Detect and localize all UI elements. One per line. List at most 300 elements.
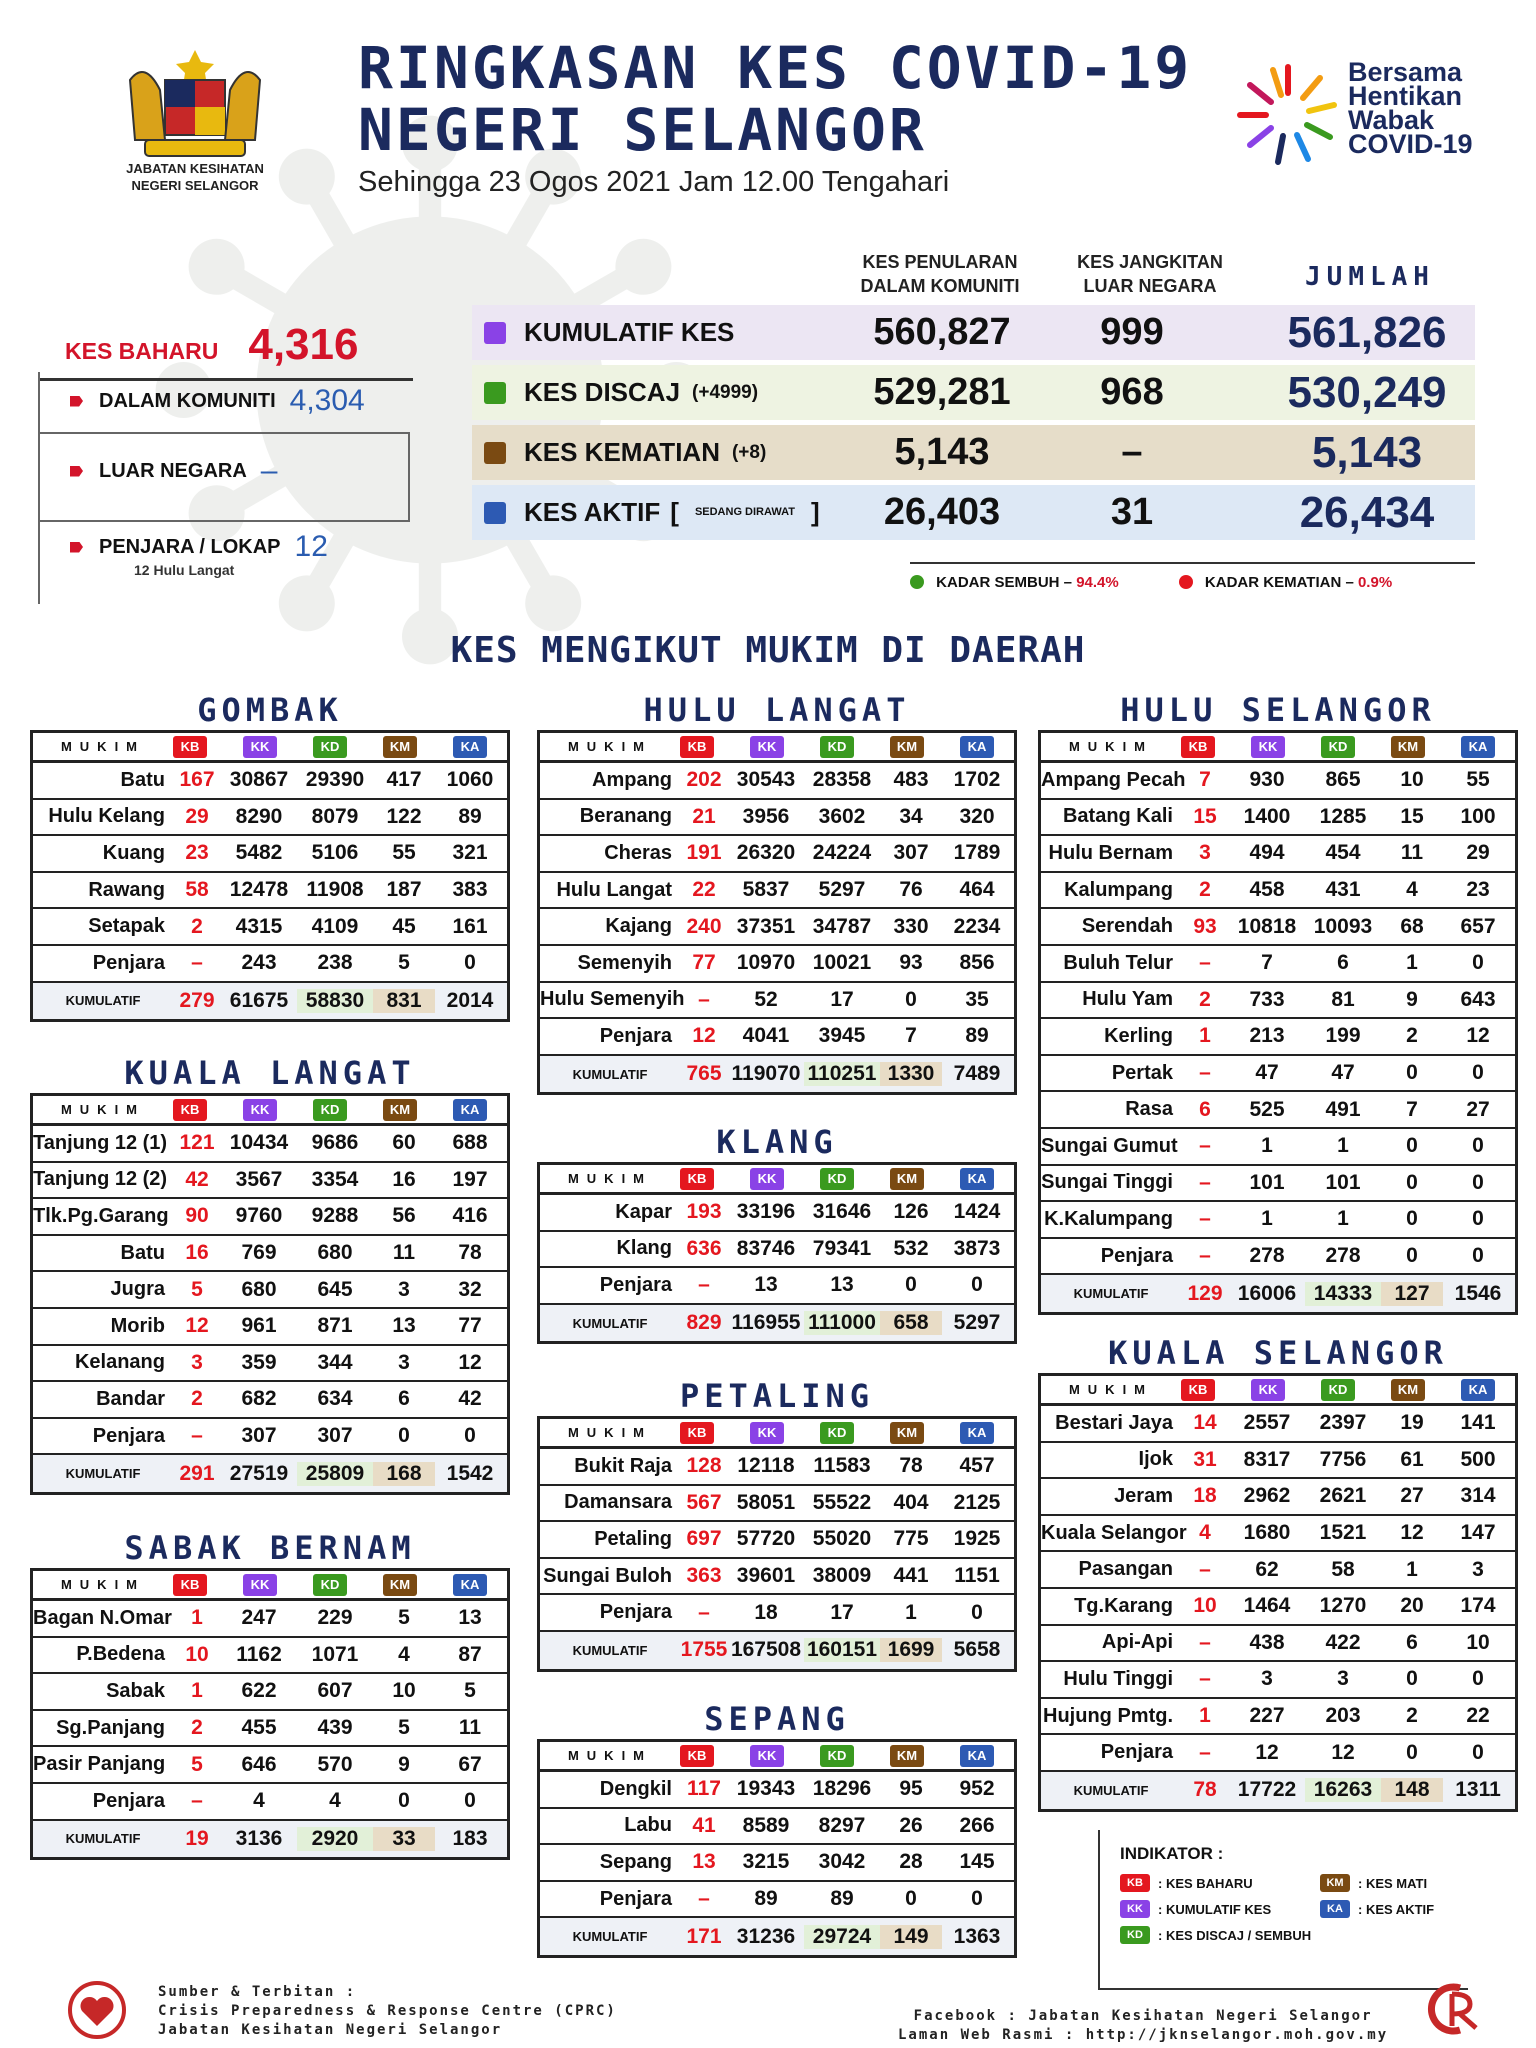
cum-km: 149: [880, 1925, 942, 1949]
cell-kk: 5837: [742, 878, 790, 902]
table-row: [33, 1674, 507, 1711]
district-name: SABAK BERNAM: [124, 1529, 416, 1567]
header-kd: KD: [820, 1745, 854, 1767]
cell-ka: 1424: [953, 1200, 1001, 1224]
cum-km: 1330: [880, 1062, 942, 1086]
cell-km: 775: [893, 1527, 929, 1551]
cell-mukim: Ijok: [1138, 1448, 1173, 1471]
cell-ka: 87: [458, 1642, 482, 1666]
cell-mukim: Hulu Kelang: [48, 805, 165, 828]
cell-kk: 57720: [736, 1527, 796, 1551]
cell-kb: 16: [185, 1241, 209, 1265]
cell-km: 56: [392, 1204, 416, 1228]
cell-kk: 359: [241, 1350, 277, 1374]
rates-bar: [910, 562, 1475, 591]
cell-mukim: Sepang: [599, 1850, 672, 1873]
header-kb: KB: [1181, 1379, 1215, 1401]
cell-kk: 3567: [235, 1167, 283, 1191]
summary-jumlah-value: 561,826: [1287, 307, 1447, 357]
footer-source-line-3: Jabatan Kesihatan Negeri Selangor: [158, 2022, 503, 2038]
page-title-line-2: NEGERI SELANGOR: [358, 96, 927, 164]
section-title: KES MENGIKUT MUKIM DI DAERAH: [450, 630, 1086, 671]
cell-kd: 431: [1325, 878, 1361, 902]
header-mukim: MUKIM: [567, 1748, 653, 1763]
green-square-icon: [484, 382, 506, 404]
cell-ka: 952: [959, 1777, 995, 1801]
cell-mukim: Dengkil: [599, 1777, 672, 1800]
legend-kb: [1120, 1874, 1320, 1892]
cell-kb: 15: [1193, 804, 1217, 828]
cell-kb: 193: [686, 1200, 722, 1224]
cell-mukim: Penjara: [1100, 1741, 1173, 1764]
cell-mukim: Beranang: [579, 805, 672, 828]
cell-mukim: Penjara: [1100, 1244, 1173, 1267]
cell-mukim: Ampang: [592, 768, 672, 791]
penjara-row: [70, 530, 328, 564]
cell-kd: 570: [317, 1752, 353, 1776]
cell-ka: 321: [452, 841, 488, 865]
cell-kb: 12: [692, 1024, 716, 1048]
cumulative-row: [33, 1455, 507, 1492]
cell-kd: 9686: [311, 1131, 359, 1155]
cell-mukim: Tg.Karang: [1074, 1594, 1173, 1617]
cell-kb: 22: [692, 878, 716, 902]
cell-km: 7: [1406, 1097, 1418, 1121]
cell-kd: 634: [317, 1387, 353, 1411]
legend-kd-text: : KES DISCAJ / SEMBUH: [1158, 1927, 1312, 1943]
district-table: [537, 730, 1017, 1095]
cell-kk: 39601: [736, 1564, 796, 1588]
cumulative-row: [1041, 1772, 1515, 1809]
cell-kd: 1270: [1319, 1594, 1367, 1618]
cum-kd: 111000: [804, 1311, 880, 1335]
header-km: KM: [1391, 1379, 1425, 1401]
cell-km: 307: [893, 841, 929, 865]
ka-chip: KA: [1320, 1900, 1350, 1918]
cell-mukim: Serendah: [1081, 915, 1173, 938]
summary-row-label: KES AKTIF: [524, 497, 661, 527]
cell-mukim: Sungai Gumut: [1041, 1134, 1178, 1157]
cum-ka: 183: [452, 1826, 488, 1850]
footer-source: [158, 1983, 617, 2040]
district-hulu-langat: [537, 690, 1017, 1095]
cell-kb: 567: [686, 1490, 722, 1514]
cum-kb: 78: [1193, 1778, 1217, 1802]
legend-kk-text: : KUMULATIF KES: [1158, 1901, 1272, 1917]
purple-square-icon: [484, 322, 506, 344]
cell-kd: 29390: [305, 768, 365, 792]
cum-kk: 116955: [731, 1311, 801, 1335]
summary-jumlah-value: 5,143: [1311, 427, 1423, 477]
cell-mukim: Rasa: [1125, 1098, 1173, 1121]
cell-kb: 2: [191, 1387, 203, 1411]
cell-mukim: Ampang Pecah: [1041, 768, 1186, 791]
table-row: [1041, 1239, 1515, 1276]
cell-kk: 4041: [742, 1024, 790, 1048]
table-header: [33, 1096, 507, 1126]
cell-mukim: Hulu Tinggi: [1063, 1667, 1173, 1690]
cell-kd: 454: [1325, 841, 1361, 865]
komuniti-value: 4,304: [289, 384, 365, 417]
cell-kb: –: [1199, 1630, 1211, 1654]
table-row: [33, 946, 507, 983]
cell-kb: 12: [185, 1314, 209, 1338]
district-name: KUALA LANGAT: [124, 1054, 416, 1092]
cell-kk: 682: [241, 1387, 277, 1411]
summary-jumlah-value: 530,249: [1287, 367, 1447, 417]
penjara-value: 12: [294, 530, 328, 563]
cell-kb: 240: [686, 914, 722, 938]
cell-ka: 0: [464, 951, 476, 975]
cell-mukim: Sabak: [106, 1679, 165, 1702]
cell-kb: 191: [686, 841, 722, 865]
penjara-label: PENJARA / LOKAP: [99, 535, 281, 558]
cum-kb: 829: [686, 1311, 722, 1335]
cell-kk: 26320: [736, 841, 796, 865]
header-kb: KB: [173, 1574, 207, 1596]
cell-ka: 0: [971, 1273, 983, 1297]
cell-kd: 24224: [812, 841, 872, 865]
cell-kk: 646: [241, 1752, 277, 1776]
cell-km: 11: [1400, 841, 1424, 865]
cell-ka: 266: [959, 1813, 995, 1837]
cell-mukim: Morib: [110, 1314, 165, 1337]
cell-kb: 29: [185, 804, 209, 828]
cell-kk: 30543: [736, 768, 796, 792]
cum-label: KUMULATIF: [572, 1315, 648, 1331]
cell-ka: 0: [1472, 1740, 1484, 1764]
cell-kk: 5482: [235, 841, 283, 865]
cell-mukim: Labu: [624, 1814, 672, 1837]
cell-kd: 17: [830, 1600, 854, 1624]
cell-kk: 7: [1261, 951, 1273, 975]
table-row: [540, 1772, 1014, 1809]
cell-mukim: Pasangan: [1078, 1558, 1173, 1581]
table-row: [540, 909, 1014, 946]
table-row: [33, 836, 507, 873]
header-km: KM: [383, 1574, 417, 1596]
cell-kd: 607: [317, 1679, 353, 1703]
campaign-slogan: [1348, 57, 1473, 159]
cell-km: 0: [398, 1789, 410, 1813]
cell-kb: 1: [191, 1679, 203, 1703]
cell-kk: 52: [754, 987, 778, 1011]
table-row: [1041, 873, 1515, 910]
recovery-rate: [910, 574, 1119, 591]
cum-label: KUMULATIF: [65, 1831, 141, 1847]
table-row: [33, 909, 507, 946]
cell-kb: 10: [1193, 1594, 1217, 1618]
cell-kk: 10970: [736, 951, 796, 975]
red-dot-icon: [1179, 575, 1193, 589]
cell-kd: 3602: [818, 804, 866, 828]
header-mukim: MUKIM: [60, 1577, 146, 1592]
cum-kk: 16006: [1237, 1281, 1297, 1305]
table-row: [33, 1309, 507, 1346]
cum-ka: 7489: [953, 1062, 1001, 1086]
table-row: [1041, 1166, 1515, 1203]
table-row: [540, 1268, 1014, 1305]
cell-km: 55: [392, 841, 416, 865]
death-rate-value: 0.9%: [1357, 574, 1393, 591]
header-ka: KA: [960, 1422, 994, 1444]
table-row: [33, 873, 507, 910]
district-table: [30, 1568, 510, 1860]
penjara-note: 12 Hulu Langat: [134, 562, 235, 578]
cell-ka: 657: [1460, 914, 1496, 938]
header-km: KM: [383, 736, 417, 758]
header-kb: KB: [173, 1099, 207, 1121]
cell-kk: 1680: [1243, 1521, 1291, 1545]
table-row: [33, 1163, 507, 1200]
district-table: [537, 1162, 1017, 1344]
cell-ka: 13: [458, 1606, 482, 1630]
cell-ka: 320: [959, 804, 995, 828]
komuniti-label: DALAM KOMUNITI: [99, 389, 276, 412]
summary-luar-value: 31: [1110, 491, 1154, 533]
cell-kb: 1: [191, 1606, 203, 1630]
cell-km: 16: [392, 1167, 416, 1191]
header-ka: KA: [453, 1574, 487, 1596]
cell-mukim: Hulu Bernam: [1048, 841, 1173, 864]
header-ka: KA: [453, 1099, 487, 1121]
cum-kd: 2920: [297, 1827, 373, 1851]
brown-square-icon: [484, 442, 506, 464]
table-row: [1041, 1056, 1515, 1093]
footer-source-line-2: Crisis Preparedness & Response Centre (CPRC): [158, 2003, 617, 2019]
table-row: [33, 1199, 507, 1236]
cell-kd: 8297: [818, 1813, 866, 1837]
cell-kb: 41: [692, 1813, 716, 1837]
summary-col-jumlah: JUMLAH: [1305, 262, 1435, 292]
cell-kk: 8317: [1243, 1447, 1291, 1471]
table-row: [33, 1272, 507, 1309]
cell-ka: 416: [452, 1204, 488, 1228]
cell-km: 126: [893, 1200, 929, 1224]
header-kb: KB: [680, 736, 714, 758]
cell-kk: 278: [1249, 1244, 1285, 1268]
table-header: [540, 1419, 1014, 1449]
cum-kd: 29724: [804, 1925, 880, 1949]
cell-ka: 0: [1472, 951, 1484, 975]
cum-ka: 1311: [1455, 1778, 1501, 1802]
cell-mukim: Semenyih: [577, 951, 672, 974]
cell-kb: –: [191, 951, 203, 975]
cum-label: KUMULATIF: [65, 993, 141, 1009]
cell-ka: 314: [1460, 1484, 1496, 1508]
cell-km: 45: [392, 914, 416, 938]
summary-row-aktif: [472, 485, 1475, 540]
table-row: [540, 1195, 1014, 1232]
header-kk: KK: [750, 1422, 784, 1444]
cell-km: 4: [1406, 878, 1418, 902]
cell-kb: –: [1199, 1134, 1211, 1158]
cell-ka: 10: [1466, 1630, 1490, 1654]
cell-km: 0: [398, 1424, 410, 1448]
cell-ka: 1702: [953, 768, 1001, 792]
cell-kk: 8290: [235, 804, 283, 828]
district-kuala-langat: [30, 1053, 510, 1495]
header-kb: KB: [680, 1745, 714, 1767]
cum-label: KUMULATIF: [1073, 1286, 1149, 1302]
table-row: [33, 1236, 507, 1273]
cell-km: 0: [905, 987, 917, 1011]
cell-ka: 1151: [954, 1564, 1000, 1588]
table-row: [540, 763, 1014, 800]
cell-mukim: Hujung Pmtg.: [1043, 1704, 1173, 1727]
cell-kd: 5297: [818, 878, 866, 902]
table-row: [540, 1522, 1014, 1559]
indicator-title: INDIKATOR :: [1120, 1844, 1224, 1863]
header-kd: KD: [313, 1574, 347, 1596]
summary-col-komuniti: [840, 250, 1040, 298]
header-ka: KA: [453, 736, 487, 758]
cell-mukim: Bandar: [96, 1387, 165, 1410]
cell-ka: 3: [1472, 1557, 1484, 1581]
header-kb: KB: [680, 1422, 714, 1444]
cell-kk: 19343: [736, 1777, 796, 1801]
cell-kb: 202: [686, 768, 722, 792]
district-hulu-selangor: [1038, 690, 1518, 1315]
header-mukim: MUKIM: [567, 739, 653, 754]
summary-col-komuniti-line-2: DALAM KOMUNITI: [860, 276, 1020, 296]
cell-km: 7: [905, 1024, 917, 1048]
cell-ka: 383: [452, 878, 488, 902]
table-row: [540, 873, 1014, 910]
cell-kk: 307: [241, 1424, 277, 1448]
cell-km: 28: [899, 1850, 923, 1874]
table-row: [33, 1419, 507, 1456]
cell-km: 6: [398, 1387, 410, 1411]
table-row: [1041, 1662, 1515, 1699]
header-kk: KK: [1251, 736, 1285, 758]
cell-mukim: Jeram: [1114, 1484, 1173, 1507]
cell-kk: 3215: [742, 1850, 790, 1874]
cell-km: 20: [1400, 1594, 1424, 1618]
cell-kk: 10434: [229, 1131, 289, 1155]
table-row: [33, 1784, 507, 1821]
cell-kb: 2: [1199, 878, 1211, 902]
cum-kk: 31236: [736, 1924, 796, 1948]
cell-kd: 17: [830, 987, 854, 1011]
footer-facebook[interactable]: Facebook : Jabatan Kesihatan Negeri Selangor: [913, 2008, 1373, 2024]
cell-ka: 0: [464, 1789, 476, 1813]
cell-mukim: Tanjung 12 (2): [33, 1168, 168, 1191]
cell-kd: 11908: [306, 878, 364, 902]
cumulative-row: [540, 1305, 1014, 1342]
cum-label: KUMULATIF: [572, 1929, 648, 1945]
cell-kd: 1: [1337, 1134, 1349, 1158]
cell-ka: 0: [1472, 1061, 1484, 1085]
cum-kd: 16263: [1305, 1778, 1381, 1802]
table-row: [540, 1486, 1014, 1523]
table-header: [33, 1571, 507, 1601]
cell-kk: 4315: [235, 914, 283, 938]
cell-ka: 42: [458, 1387, 482, 1411]
footer-website[interactable]: Laman Web Rasmi : http://jknselangor.moh.gov.my: [898, 2027, 1389, 2043]
cell-kd: 645: [317, 1277, 353, 1301]
table-row: [1041, 800, 1515, 837]
cell-kb: 14: [1193, 1411, 1217, 1435]
cum-kb: 1755: [680, 1638, 728, 1662]
komuniti-row: [70, 384, 365, 418]
cell-kk: 12118: [737, 1454, 795, 1478]
table-row: [540, 1882, 1014, 1919]
cell-kb: –: [698, 1273, 710, 1297]
header-kd: KD: [313, 1099, 347, 1121]
district-table: [1038, 1373, 1518, 1812]
cprc-logo-icon: [1420, 1980, 1490, 2038]
header-kd: KD: [820, 1168, 854, 1190]
cell-mukim: Penjara: [599, 1601, 672, 1624]
cell-ka: 457: [959, 1454, 995, 1478]
table-row: [1041, 983, 1515, 1020]
table-row: [33, 800, 507, 837]
table-row: [1041, 1443, 1515, 1480]
cell-km: 4: [398, 1642, 410, 1666]
bullet-tag-icon: [70, 396, 83, 407]
cell-mukim: Hulu Langat: [556, 878, 672, 901]
cell-ka: 29: [1466, 841, 1490, 865]
cell-km: 417: [386, 768, 422, 792]
cell-km: 13: [392, 1314, 416, 1338]
header-mukim: MUKIM: [1068, 739, 1154, 754]
cell-kd: 203: [1325, 1704, 1361, 1728]
cell-mukim: Buluh Telur: [1063, 951, 1173, 974]
header-km: KM: [890, 736, 924, 758]
cell-kk: 30867: [229, 768, 289, 792]
header-kb: KB: [680, 1168, 714, 1190]
header-mukim: MUKIM: [60, 1102, 146, 1117]
cell-kk: 18: [754, 1600, 778, 1624]
cell-kb: 636: [686, 1236, 722, 1260]
blue-square-icon: [484, 502, 506, 524]
summary-col-luar-line-2: LUAR NEGARA: [1083, 276, 1217, 296]
cell-mukim: Penjara: [92, 951, 165, 974]
cum-kk: 3136: [235, 1826, 283, 1850]
table-row: [1041, 1735, 1515, 1772]
district-name: PETALING: [679, 1377, 875, 1415]
cum-kk: 61675: [229, 988, 289, 1012]
header-mukim: MUKIM: [60, 739, 146, 754]
cell-km: 122: [386, 804, 422, 828]
table-row: [1041, 1589, 1515, 1626]
cum-kb: 19: [185, 1826, 209, 1850]
cell-kb: 697: [686, 1527, 722, 1551]
cell-km: 441: [893, 1564, 929, 1588]
kb-chip: KB: [1120, 1874, 1150, 1892]
cum-ka: 1363: [953, 1924, 1001, 1948]
cell-kk: 12478: [229, 878, 289, 902]
cell-mukim: Kelanang: [74, 1351, 165, 1374]
legend-kk: [1120, 1900, 1320, 1918]
malaysia-crest-icon: [110, 40, 280, 170]
header-mukim: MUKIM: [567, 1171, 653, 1186]
table-row: [1041, 1626, 1515, 1663]
kes-baharu-value: 4,316: [248, 320, 359, 369]
cumulative-row: [33, 1821, 507, 1858]
district-name: SEPANG: [704, 1700, 850, 1738]
cum-ka: 5658: [953, 1638, 1001, 1662]
cumulative-row: [540, 1918, 1014, 1955]
cell-ka: 32: [458, 1277, 482, 1301]
cell-kb: –: [191, 1424, 203, 1448]
cum-kk: 119070: [731, 1062, 801, 1086]
cum-kk: 27519: [229, 1461, 289, 1485]
cum-label: KUMULATIF: [65, 1466, 141, 1482]
cell-kd: 422: [1325, 1630, 1361, 1654]
cell-km: 78: [899, 1454, 923, 1478]
